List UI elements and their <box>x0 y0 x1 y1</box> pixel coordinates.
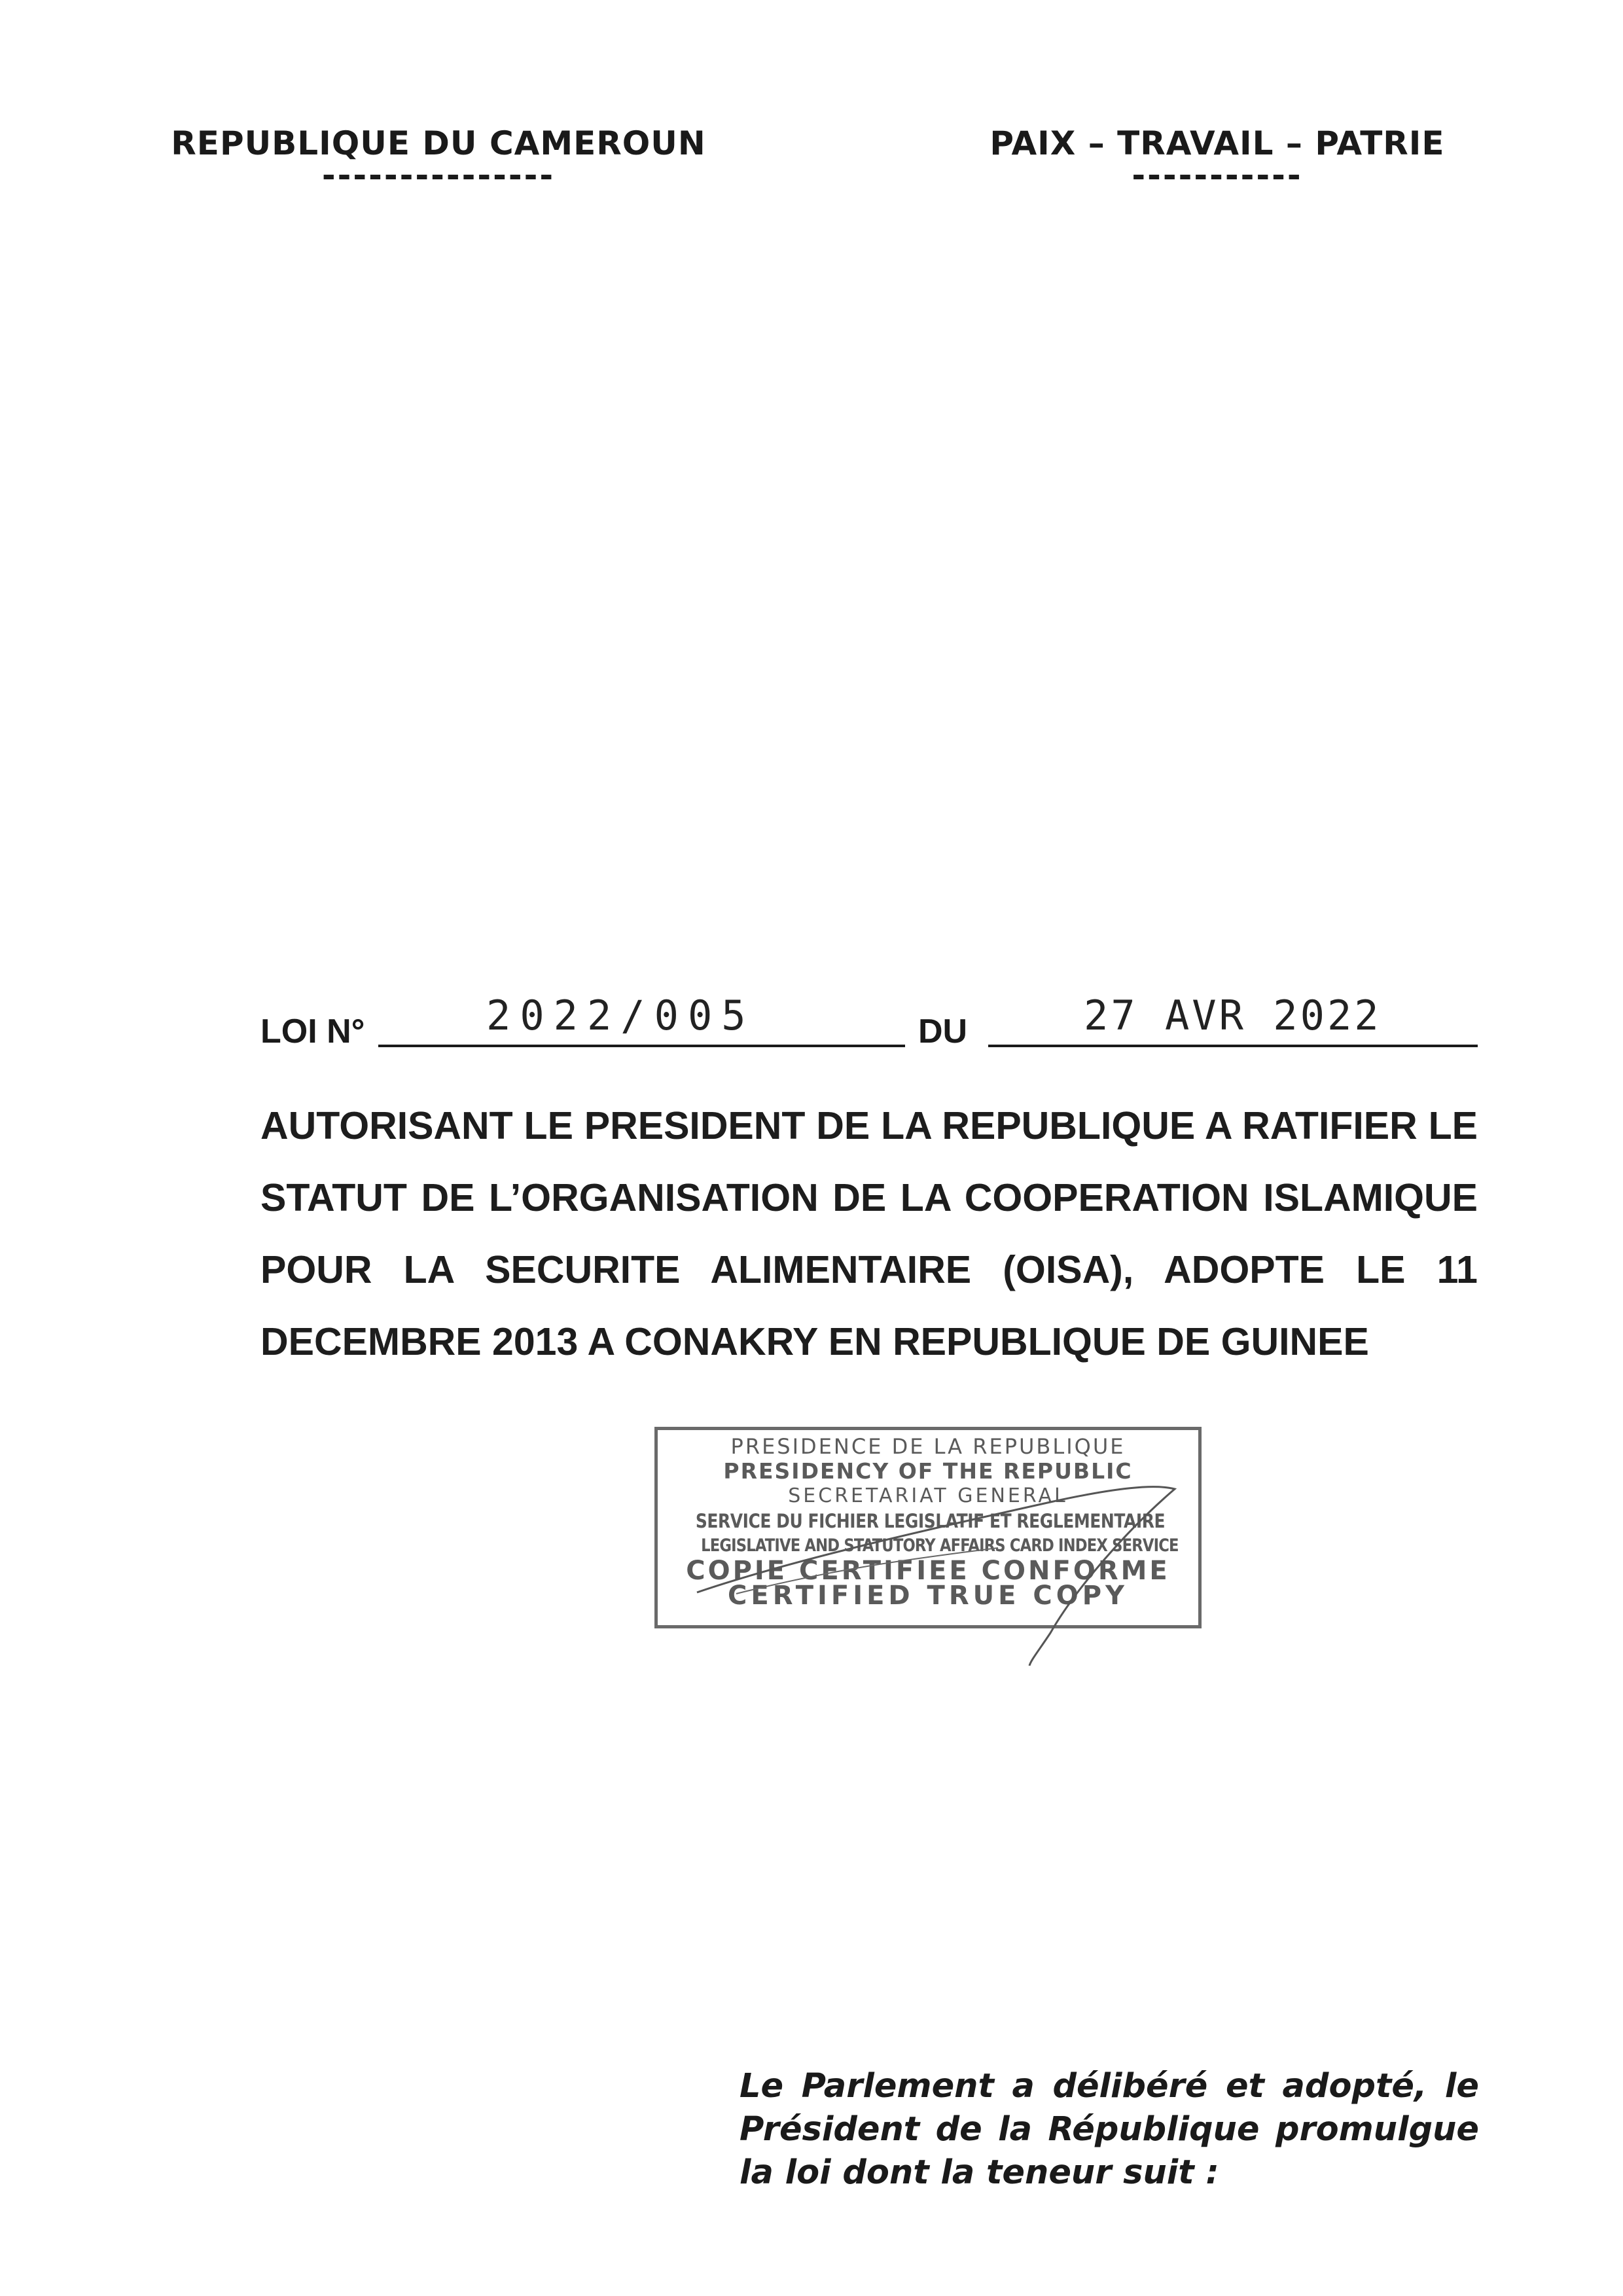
law-title-line: AUTORISANT LE PRESIDENT DE LA REPUBLIQUE A RATIFIER LE <box>260 1104 1478 1147</box>
law-title-line: POUR LA SECURITE ALIMENTAIRE (OISA), ADOPTE LE 11 <box>260 1248 1478 1291</box>
stamp-line: LEGISLATIVE AND STATUTORY AFFAIRS CARD INDEX SERVICE <box>701 1535 1179 1556</box>
stamp-line: COPIE CERTIFIEE CONFORME <box>686 1556 1170 1586</box>
national-motto: PAIX – TRAVAIL – PATRIE <box>990 124 1445 162</box>
stamp-line: PRESIDENCE DE LA REPUBLIQUE <box>730 1434 1126 1459</box>
law-date-stamp: 27 AVR 2022 <box>1084 992 1382 1039</box>
stamp-line: SECRETARIAT GENERAL <box>788 1484 1068 1507</box>
promulgation-line: la loi dont la teneur suit : <box>740 2153 1219 2192</box>
header-left-rule: --------------- <box>321 156 556 194</box>
law-number-label: LOI N° <box>260 1013 365 1050</box>
law-reference-line <box>260 982 1478 1054</box>
header-right-rule: ----------- <box>1132 156 1303 194</box>
law-number-handwritten: 2022/005 <box>486 992 755 1039</box>
law-date-underline <box>988 1045 1478 1047</box>
stamp-line: CERTIFIED TRUE COPY <box>728 1581 1128 1611</box>
law-title-line: STATUT DE L’ORGANISATION DE LA COOPERATION ISLAMIQUE <box>260 1176 1478 1219</box>
law-date-label: DU <box>918 1013 968 1050</box>
law-title <box>260 1090 1478 1378</box>
stamp-line: PRESIDENCY OF THE REPUBLIC <box>723 1458 1133 1484</box>
country-name: REPUBLIQUE DU CAMEROUN <box>171 124 706 162</box>
certified-copy-stamp <box>654 1427 1202 1628</box>
promulgation-line: Le Parlement a délibéré et adopté, le <box>740 2067 1479 2106</box>
header-left <box>144 124 733 194</box>
header-right <box>929 124 1505 194</box>
signature-icon <box>658 1430 1205 1666</box>
promulgation-formula <box>740 2065 1479 2195</box>
stamp-line: SERVICE DU FICHIER LEGISLATIF ET REGLEMENTAIRE <box>695 1510 1166 1532</box>
promulgation-line: Président de la République promulgue <box>740 2110 1479 2149</box>
law-title-line: DECEMBRE 2013 A CONAKRY EN REPUBLIQUE DE GUINEE <box>260 1320 1369 1363</box>
law-number-underline <box>378 1045 905 1047</box>
